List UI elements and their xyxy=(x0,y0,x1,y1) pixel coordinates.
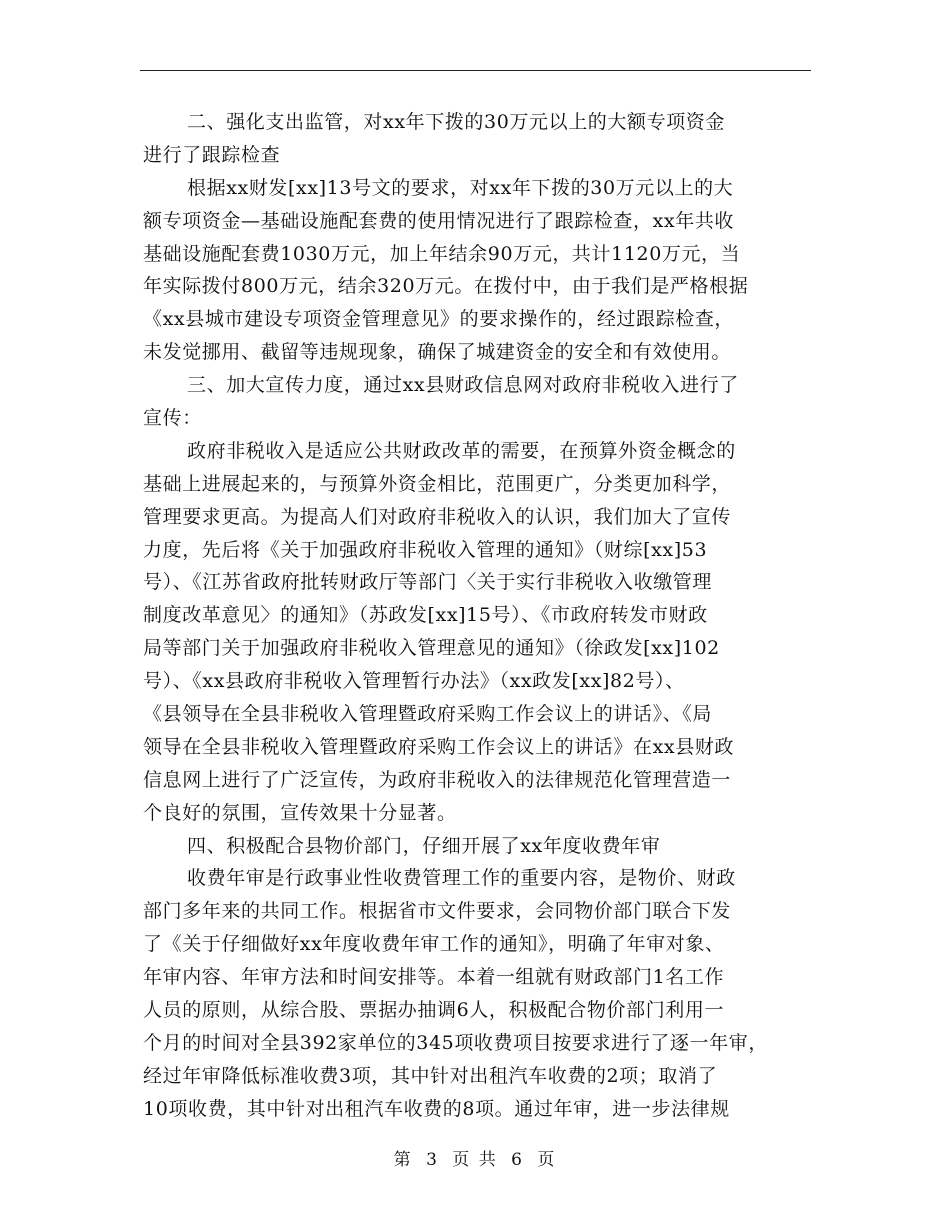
text-line: 号）、《xx县政府非税收入管理暂行办法》（xx政发[xx]82号）、 xyxy=(143,670,685,693)
footer-prefix: 第 xyxy=(393,1150,413,1170)
text-line: 人员的原则，从综合股、票据办抽调6人，积极配合物价部门利用一 xyxy=(143,999,725,1022)
text-line: 基础设施配套费1030万元，加上年结余90万元，共计1120万元，当 xyxy=(143,242,741,265)
text-line: 未发觉挪用、截留等违规现象，确保了城建资金的安全和有效使用。 xyxy=(143,341,732,364)
page-number: 3 xyxy=(426,1150,439,1170)
text-line: 10项收费，其中针对出租汽车收费的8项。通过年审，进一步法律规 xyxy=(143,1097,730,1120)
text-line: 政府非税收入是适应公共财政改革的需要，在预算外资金概念的 xyxy=(187,439,736,462)
header-rule xyxy=(140,70,811,71)
text-line: 领导在全县非税收入管理暨政府采购工作会议上的讲话》在xx县财政 xyxy=(143,735,735,758)
text-line: 宣传： xyxy=(143,407,202,430)
text-line: 局等部门关于加强政府非税收入管理意见的通知》（徐政发[xx]102 xyxy=(143,637,720,660)
total-pages: 6 xyxy=(511,1150,524,1170)
text-line: 进行了跟踪检查 xyxy=(143,143,281,166)
document-body xyxy=(143,106,813,1126)
page-footer xyxy=(0,1145,950,1170)
text-line: 个月的时间对全县392家单位的345项收费项目按要求进行了逐一年审， xyxy=(143,1031,768,1054)
text-line: 三、加大宣传力度，通过xx县财政信息网对政府非税收入进行了 xyxy=(187,374,739,397)
footer-mid: 页 共 xyxy=(452,1150,498,1170)
text-line: 四、积极配合县物价部门，仔细开展了xx年度收费年审 xyxy=(187,834,661,857)
text-line: 根据xx财发[xx]13号文的要求，对xx年下拨的30万元以上的大 xyxy=(187,176,734,199)
text-line: 个良好的氛围，宣传效果十分显著。 xyxy=(143,801,457,824)
text-line: 收费年审是行政事业性收费管理工作的重要内容，是物价、财政 xyxy=(187,867,736,890)
text-line: 年实际拨付800万元，结余320万元。在拨付中，由于我们是严格根据 xyxy=(143,275,749,298)
text-line: 二、强化支出监管，对xx年下拨的30万元以上的大额专项资金 xyxy=(187,111,726,133)
text-line: 年审内容、年审方法和时间安排等。本着一组就有财政部门1名工作 xyxy=(143,966,725,989)
text-line: 制度改革意见〉的通知》（苏政发[xx]15号）、《市政府转发市财政 xyxy=(143,604,708,627)
text-line: 信息网上进行了广泛宣传，为政府非税收入的法律规范化管理营造一 xyxy=(143,768,732,791)
text-line: 额专项资金—基础设施配套费的使用情况进行了跟踪检查，xx年共收 xyxy=(143,209,735,232)
text-line: 部门多年来的共同工作。根据省市文件要求，会同物价部门联合下发 xyxy=(143,900,732,923)
text-line: 《县领导在全县非税收入管理暨政府采购工作会议上的讲话》、《局 xyxy=(143,703,713,726)
text-line: 管理要求更高。为提高人们对政府非税收入的认识，我们加大了宣传 xyxy=(143,505,732,528)
text-line: 基础上进展起来的，与预算外资金相比，范围更广，分类更加科学， xyxy=(143,472,732,495)
text-line: 力度，先后将《关于加强政府非税收入管理的通知》（财综[xx]53 xyxy=(143,538,708,561)
text-line: 《xx县城市建设专项资金管理意见》的要求操作的，经过跟踪检查， xyxy=(143,308,735,331)
footer-suffix: 页 xyxy=(537,1150,557,1170)
text-line: 经过年审降低标准收费3项，其中针对出租汽车收费的2项；取消了 xyxy=(143,1064,718,1087)
text-line: 号）、《江苏省政府批转财政厅等部门〈关于实行非税收入收缴管理 xyxy=(143,571,713,594)
text-line: 了《关于仔细做好xx年度收费年审工作的通知》，明确了年审对象、 xyxy=(143,933,725,956)
